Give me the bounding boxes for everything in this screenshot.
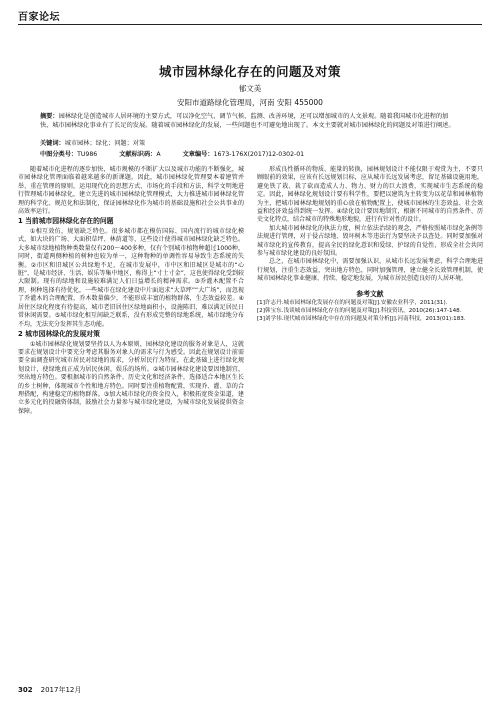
references-heading: 参考文献 [356, 289, 384, 298]
abstract-text: 园林绿化是创造城市人居环境的主要方式，可以净化空气、调节气候、监测、改善环境，还可以增加城市的人文景观。随着我国城市化进程的加快，城市园林绿化事业有了长足的发展。随着城市园林绿化的发展，一些问题也不可避免地出现了。本文主要就对城市园林绿化的问题及对策进行阐述。 [40, 113, 455, 129]
article-id-label: 文章编号： [182, 151, 214, 158]
reference-item: [2]韩宝东.浅谈城市园林绿化存在的问题及对策[J].科技资讯，2010(26):147-148. [257, 307, 462, 314]
author-affiliation: 安阳市道路绿化管理局，河南 安阳 455000 [177, 98, 323, 107]
abstract [40, 113, 460, 130]
article-author: 郁文美 [238, 84, 262, 93]
reference-item: [1]许志丹.城市园林绿化发展存在的问题及对策[J].安徽农业科学，2011(31). [257, 300, 448, 307]
body-paragraph: 总之，在城市园林绿化中，需要加强认识，从城市长远发展考虑，科学合理地进行规划，注重生态效益，突出地方特色，同时加强管理，建立健全长效管理机制，使城市园林绿化事业健康、持续、稳定地发展，为城市居民创造良好的人居环境。 [257, 258, 483, 283]
clc-value: TU986 [77, 151, 98, 158]
doc-code-value: A [156, 151, 161, 158]
article-title: 城市园林绿化存在的问题及对策 [158, 64, 341, 79]
keywords-label: 关键词： [40, 140, 65, 147]
page-number: 302 [18, 686, 33, 694]
article-id-value: 1673-176X(2017)12-0302-01 [213, 151, 305, 158]
journal-section-label: 百家论坛 [18, 12, 60, 23]
abstract-label: 摘要： [40, 113, 59, 120]
body-paragraph: 随着城市化进程的逐步加快，城市规模的不断扩大以及城市功能的不断强化，城市园林绿化管理面临着越来越多的新课题。因此，城市园林绿化管理要本着建管并举、重在管理的原则，运用现代化的思想方式、市场化的手段和方法，科学文明地进行管理城市园林绿化，建立先进的城市园林绿化管理模式，大力推进城市园林绿化管理的科学化、规范化和法制化，保证园林绿化作为城市的基础设施和社会公共事业的高效率运行。 [18, 166, 244, 216]
article-metadata [40, 151, 480, 160]
body-paragraph: 加大城市园林绿化的执法力度，树立依法治绿的观念，严格按照城市绿化条例等法规进行管理，对于侵占绿地、毁坏树木等违法行为要坚决予以查处。同时要加强对城市绿化的宣传教育，提高全民的绿化意识和爱绿、护绿的自觉性，形成全社会共同参与城市绿化建设的良好氛围。 [257, 224, 483, 258]
doc-code-label: 文献标识码： [119, 151, 157, 158]
body-paragraph: ①相互效仿，规划缺乏特色。很多城市都在模仿国际、国内流行的城市绿化模式，如大块的广场、大面积草坪、林荫道等，这些设计使得城市园林绿化缺乏特色。大多城市绿地植物种类数量仅有200～400多种，仅有个别城市植物种超过1000种，同时，街道两侧种植的树种也较为单一，这种物种的单调性容易导致生态系统的失衡。②市区和旧城区公共绿地不足，在城市发展中，市中区和旧城区是城市的“心脏”，是城市经济、生活、娱乐等集中地区，称得上“寸土寸金”，这也使得绿化受到较大限制。现有的绿地和设施较难满足人们日益增长的精神需求。③乔灌木配置不合理，树种选择有待优化，一些城市在绿化建设中片面追求“大草坪”“大广场”，而忽视了乔灌木的合理配置，乔木数量偏少，不能形成丰富的植物群落，生态效益较差。④居住区绿化程度有待提高，城市老旧居住区绿地面积小，设施陈旧，难以满足居民日常休闲需要。⑤城市绿化相互间缺乏联系，没有形成完整的绿地系统，城市绿地分布不均，无法充分发挥其生态功能。 [18, 228, 244, 328]
section-heading: 1 当前城市园林绿化存在的问题 [18, 217, 114, 226]
reference-item: [3]刘学伟.现代城市园林绿化中存在的问题及对策分析[J].河南科技，2013(01):183. [257, 315, 466, 322]
body-paragraph: ①城市园林绿化规划要坚持以人为本原则，园林绿化建设的服务对象是人，这就要求在规划设计中要充分考虑其服务对象人的需求与行为感受。因此在规划设计前需要全面调查研究城市居民对绿地的需求，分析居民行为特征，在此基础上进行绿化规划设计，使绿地真正成为居民休闲、娱乐的场所。②城市园林绿化建设要因地制宜，突出地方特色。要根据城市的自然条件、历史文化和经济条件，选择适合本地区生长的乡土树种，体现城市个性和地方特色。同时要注重植物配置，实现乔、灌、草的合理搭配，构建稳定的植物群落。③加大城市绿化的资金投入，积极拓宽资金渠道，建立多元化的投融资体制，鼓励社会力量参与城市绿化建设，为城市绿化发展提供资金保障。 [18, 340, 244, 415]
keywords [40, 140, 460, 149]
header-rule [18, 24, 482, 25]
body-paragraph: 形成良性循环的物质、能量的转换，园林规划设计不能仅限于观赏为主，不要只顾眼前的效果，应该有长远规划目标，应从城市长远发展考虑，留足基础设施用地，避免铁了栽、栽了砍而造成人力、物力、财力的巨大浪费，实现城市生态系统的稳定。因此，园林绿化规划设计要有科学性，要把以建筑为主转变为以花草和园林植物为主，把城市园林绿地规划的重心放在植物配置上，使城市园林的生态效益、社会效益和经济效益得到统一发挥。④绿化设计要因地制宜，根据不同城市的自然条件、历史文化特点，结合城市的特殊地形地貌，进行有针对性的设计。 [257, 166, 483, 224]
body-left-column [18, 166, 244, 416]
page-footer [18, 685, 81, 695]
issue-date: 2017年12月 [40, 686, 82, 694]
body-right-column [257, 166, 483, 323]
clc-label: 中图分类号： [40, 151, 78, 158]
keywords-text: 城市园林；绿化；问题；对策 [64, 140, 146, 147]
section-heading: 2 城市园林绿化的发展对策 [18, 329, 100, 338]
